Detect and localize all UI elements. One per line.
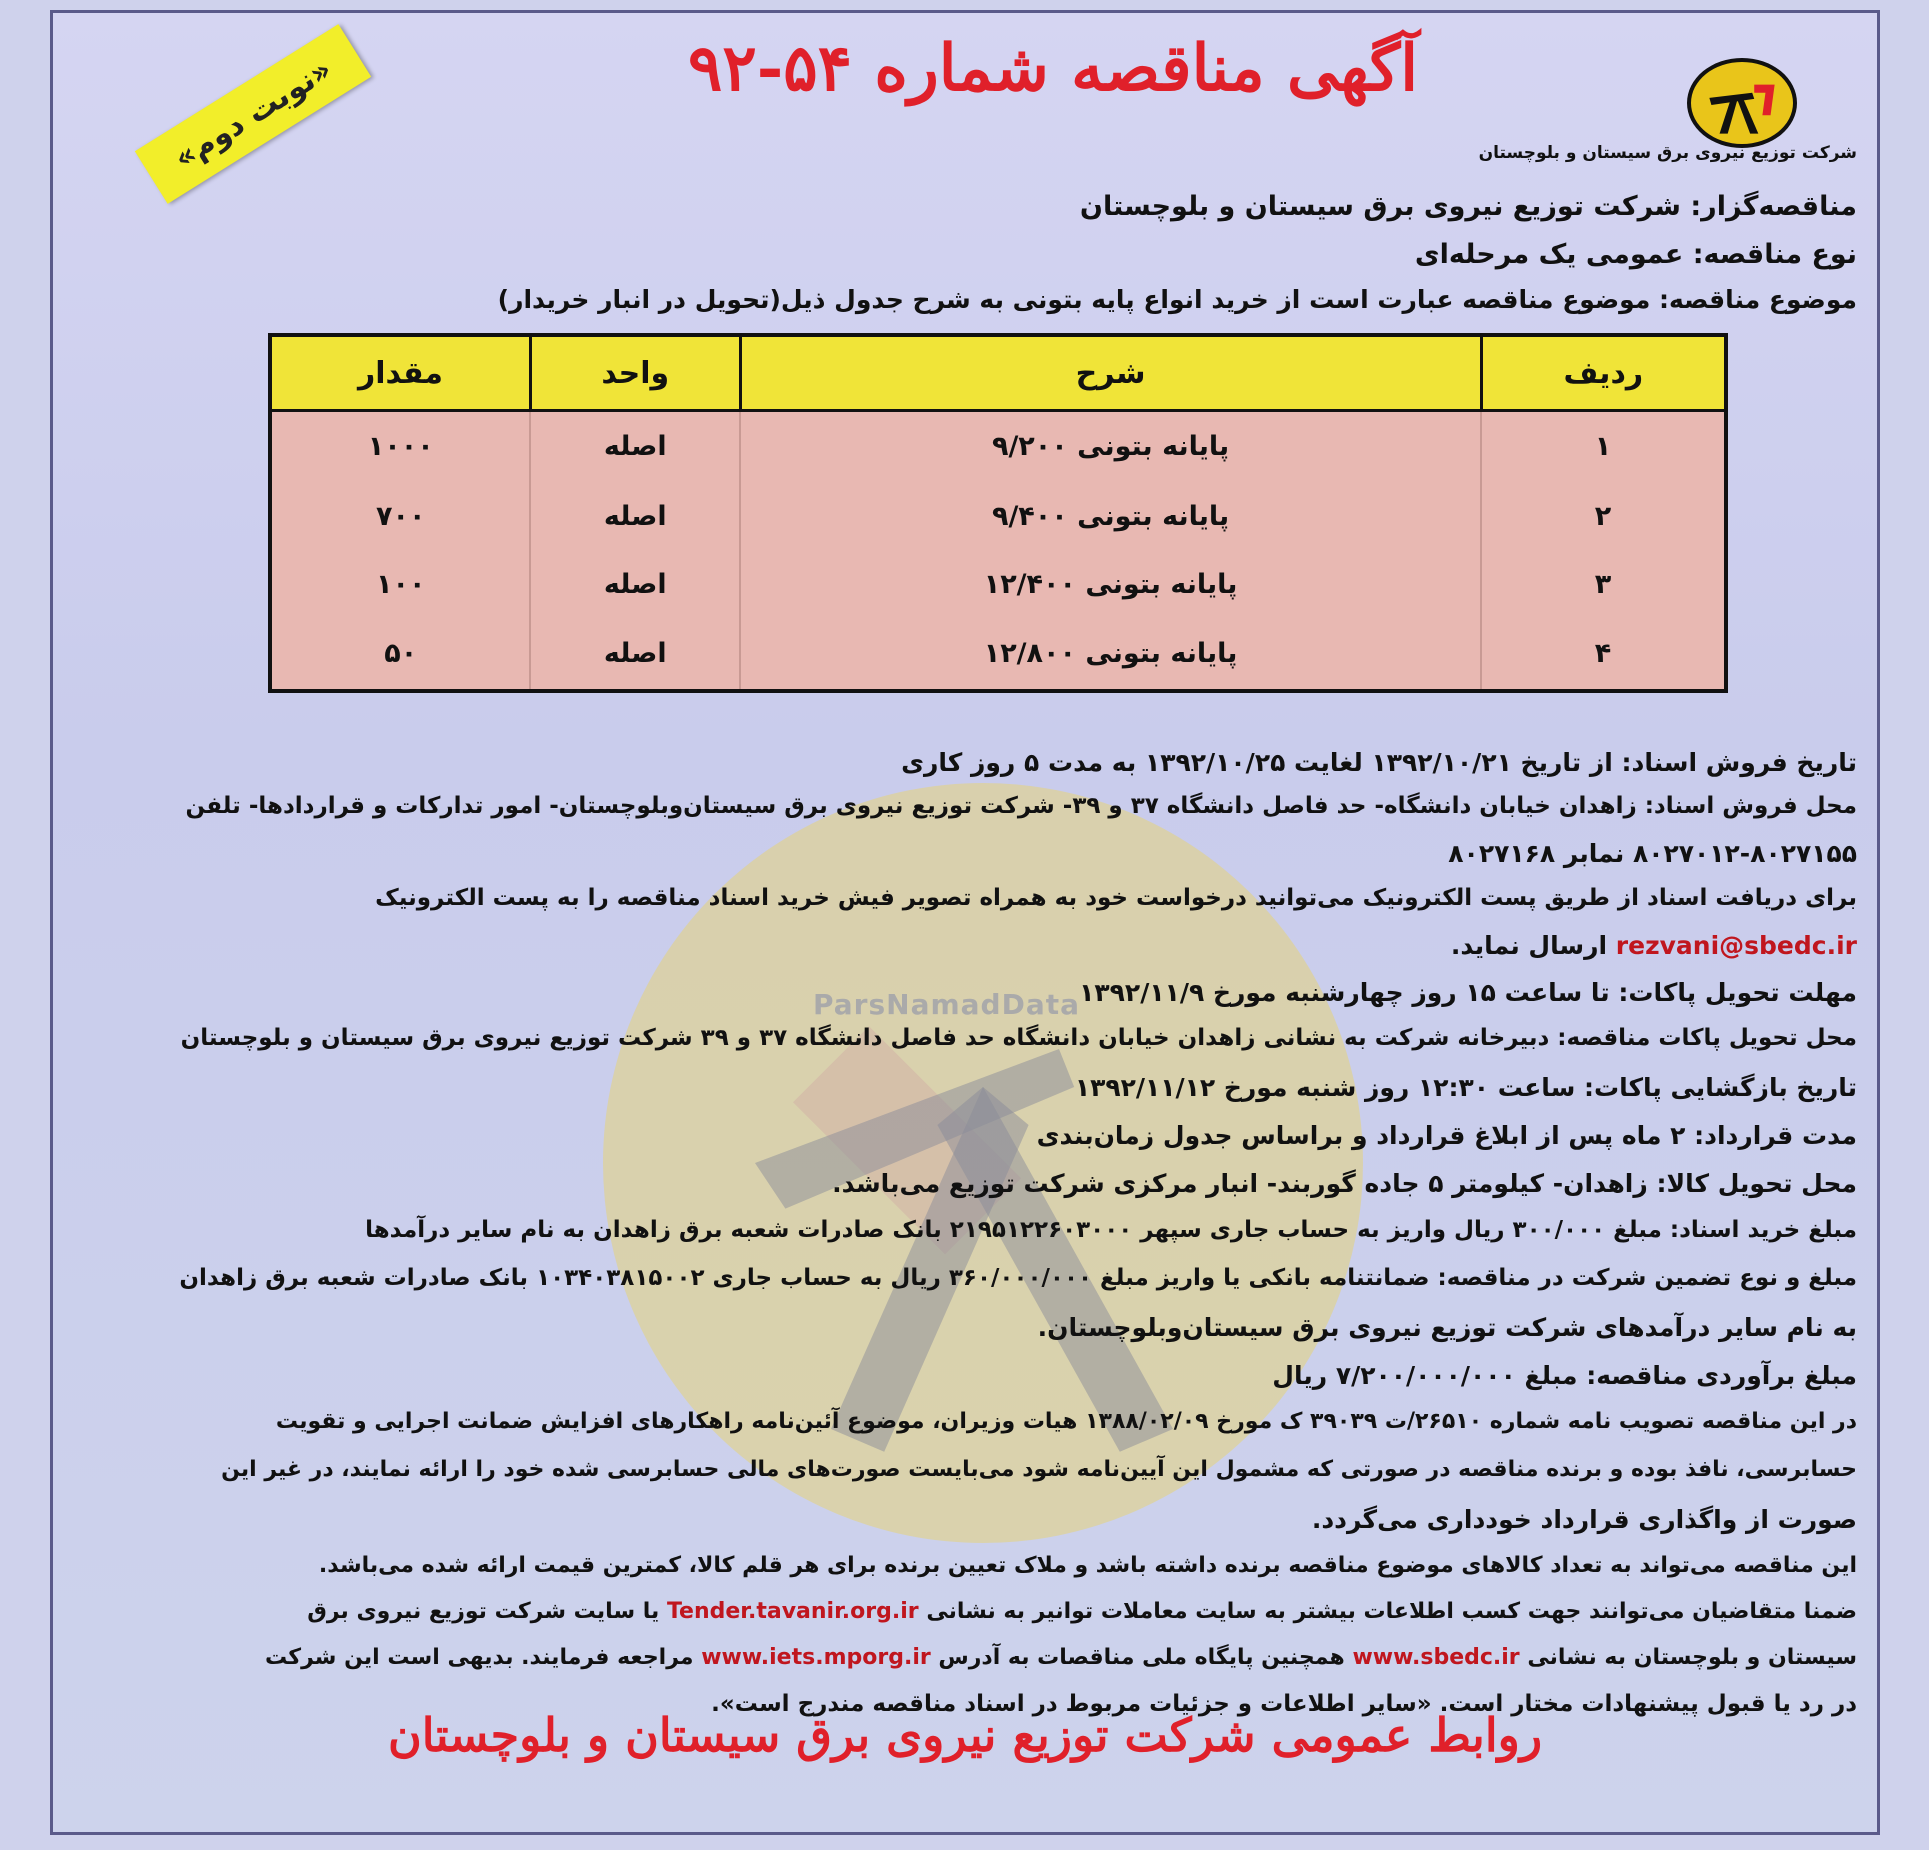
table-row: [270, 619, 1726, 691]
company-logo-icon: [1687, 58, 1797, 148]
delivery-location: محل تحویل کالا: زاهدان- کیلومتر ۵ جاده گوربند- انبار مرکزی شرکت توزیع می‌باشد.: [832, 1169, 1857, 1198]
table-row: [270, 411, 1726, 482]
submission-deadline: مهلت تحویل پاکات: تا ساعت ۱۵ روز چهارشنبه مورخ ۱۳۹۲/۱۱/۹: [1079, 978, 1857, 1007]
estimated-amount: مبلغ برآوردی مناقصه: مبلغ ۷/۲۰۰/۰۰۰/۰۰۰ ریال: [1272, 1361, 1857, 1390]
email-line-rest: ارسال نماید.: [1450, 931, 1608, 960]
guarantee-cont: به نام سایر درآمدهای شرکت توزیع نیروی برق سیستان‌وبلوچستان.: [1037, 1313, 1857, 1342]
row-unit: اصله: [530, 550, 740, 618]
row-number: ۳: [1481, 550, 1726, 618]
phone-fax: ۸۰۲۷۰۱۲-۸۰۲۷۱۵۵ نمابر ۸۰۲۷۱۶۸: [1448, 839, 1857, 868]
info-line-2: [265, 1645, 1857, 1670]
table-row: [270, 482, 1726, 550]
row-unit: اصله: [530, 619, 740, 691]
tender-subject: موضوع مناقصه: موضوع مناقصه عبارت است از خرید انواع پایه بتونی به شرح جدول ذیل(تحویل در انبار خریدار): [497, 285, 1857, 314]
guarantee: مبلغ و نوع تضمین شرکت در مناقصه: ضمانتنامه بانکی یا واریز مبلغ ۳۶۰/۰۰۰/۰۰۰ ریال به حساب جاری ۱۰۳۴۰۳۸۱۵۰۰۲ بانک صادرات شعبه برق زاهدان: [179, 1265, 1857, 1291]
sale-location: محل فروش اسناد: زاهدان خیابان دانشگاه- حد فاصل دانشگاه ۳۷ و ۳۹- شرکت توزیع نیروی برق سیستان‌وبلوچستان- امور تدارکات و قراردادها- تلفن: [185, 793, 1857, 819]
tavanir-link[interactable]: Tender.tavanir.org.ir: [666, 1599, 919, 1624]
row-quantity: ۵۰: [270, 619, 530, 691]
row-unit: اصله: [530, 482, 740, 550]
row-quantity: ۱۰۰۰: [270, 411, 530, 482]
row-quantity: ۷۰۰: [270, 482, 530, 550]
second-round-badge: «نوبت دوم»: [135, 24, 371, 204]
organizer: مناقصه‌گزار: شرکت توزیع نیروی برق سیستان و بلوچستان: [1079, 191, 1857, 222]
email-link[interactable]: rezvani@sbedc.ir: [1615, 931, 1857, 960]
sale-date: تاریخ فروش اسناد: از تاریخ ۱۳۹۲/۱۰/۲۱ لغایت ۱۳۹۲/۱۰/۲۵ به مدت ۵ روز کاری: [901, 748, 1857, 777]
row-description: پایانه بتونی ۹/۲۰۰: [740, 411, 1481, 482]
footer-signature: روابط عمومی شرکت توزیع نیروی برق سیستان و بلوچستان: [387, 1708, 1543, 1762]
watermark-text: ParsNamadData: [813, 988, 1080, 1021]
email-request: برای دریافت اسناد از طریق پست الکترونیک می‌توانید درخواست خود به همراه تصویر فیش خرید اسناد مناقصه را به پست الکترونیک: [375, 885, 1857, 911]
tender-notice: [50, 10, 1880, 1835]
opening-date: تاریخ بازگشایی پاکات: ساعت ۱۲:۳۰ روز شنبه مورخ ۱۳۹۲/۱۱/۱۲: [1074, 1073, 1857, 1102]
table-header-row: [270, 335, 1726, 411]
info-line-1: [307, 1599, 1857, 1624]
final-note: در رد یا قبول پیشنهادات مختار است. «سایر اطلاعات و جزئیات مربوط در اسناد مناقصه مندرج است».: [711, 1691, 1857, 1717]
row-description: پایانه بتونی ۱۲/۴۰۰: [740, 550, 1481, 618]
page-title: آگهی مناقصه شماره ۵۴-۹۲: [687, 31, 1419, 106]
submission-location: محل تحویل پاکات مناقصه: دبیرخانه شرکت به نشانی زاهدان خیابان دانشگاه حد فاصل دانشگاه ۳۷ و ۳۹ شرکت توزیع نیروی برق سیستان و بلوچستان: [180, 1025, 1857, 1051]
row-number: ۲: [1481, 482, 1726, 550]
tender-type: نوع مناقصه: عمومی یک مرحله‌ای: [1414, 239, 1857, 270]
regulation-3: صورت از واگذاری قرارداد خودداری می‌گردد.: [1311, 1505, 1857, 1534]
row-quantity: ۱۰۰: [270, 550, 530, 618]
col-quantity-header: مقدار: [270, 335, 530, 411]
info-line-2-c: مراجعه فرمایند. بدیهی است این شرکت: [265, 1645, 694, 1670]
sbedc-link[interactable]: www.sbedc.ir: [1352, 1645, 1520, 1670]
info-line-1-a: ضمنا متقاضیان می‌توانند جهت کسب اطلاعات بیشتر به سایت معاملات توانیر به نشانی: [926, 1599, 1857, 1624]
row-description: پایانه بتونی ۱۲/۸۰۰: [740, 619, 1481, 691]
col-unit-header: واحد: [530, 335, 740, 411]
company-name-small: شرکت توزیع نیروی برق سیستان و بلوچستان: [1478, 143, 1857, 163]
row-description: پایانه بتونی ۹/۴۰۰: [740, 482, 1481, 550]
col-row-header: ردیف: [1481, 335, 1726, 411]
contract-duration: مدت قرارداد: ۲ ماه پس از ابلاغ قرارداد و براساس جدول زمان‌بندی: [1036, 1121, 1857, 1150]
winner-note: این مناقصه می‌تواند به تعداد کالاهای موضوع مناقصه برنده داشته باشد و ملاک تعیین برنده برای هر قلم کالا، کمترین قیمت ارائه شده می‌باشد.: [318, 1553, 1857, 1578]
row-unit: اصله: [530, 411, 740, 482]
regulation-1: در این مناقصه تصویب نامه شماره ۲۶۵۱۰/ت ۳۹۰۳۹ ک مورخ ۱۳۸۸/۰۲/۰۹ هیات وزیران، موضوع آئین‌نامه راهکارهای افزایش ضمانت اجرایی و تقویت: [275, 1409, 1857, 1434]
email-line: [1451, 931, 1857, 960]
row-number: ۱: [1481, 411, 1726, 482]
info-line-2-b: همچنین پایگاه ملی مناقصات به آدرس: [938, 1645, 1345, 1670]
info-line-1-b: یا سایت شرکت توزیع نیروی برق: [307, 1599, 660, 1624]
header: [53, 13, 1877, 188]
col-description-header: شرح: [740, 335, 1481, 411]
items-table: [268, 333, 1728, 693]
regulation-2: حسابرسی، نافذ بوده و برنده مناقصه در صورتی که مشمول این آیین‌نامه شود می‌بایست صورت‌های مالی حسابرسی شده خود را ارائه نمایند، در غیر این: [221, 1457, 1857, 1482]
info-line-2-a: سیستان و بلوچستان به نشانی: [1527, 1645, 1857, 1670]
document-price: مبلغ خرید اسناد: مبلغ ۳۰۰/۰۰۰ ریال واریز به حساب جاری سپهر ۲۱۹۵۱۲۲۶۰۳۰۰۰ بانک صادرات شعبه برق زاهدان به نام سایر درآمدها: [365, 1217, 1857, 1243]
table-row: [270, 550, 1726, 618]
iets-link[interactable]: www.iets.mporg.ir: [701, 1645, 931, 1670]
row-number: ۴: [1481, 619, 1726, 691]
